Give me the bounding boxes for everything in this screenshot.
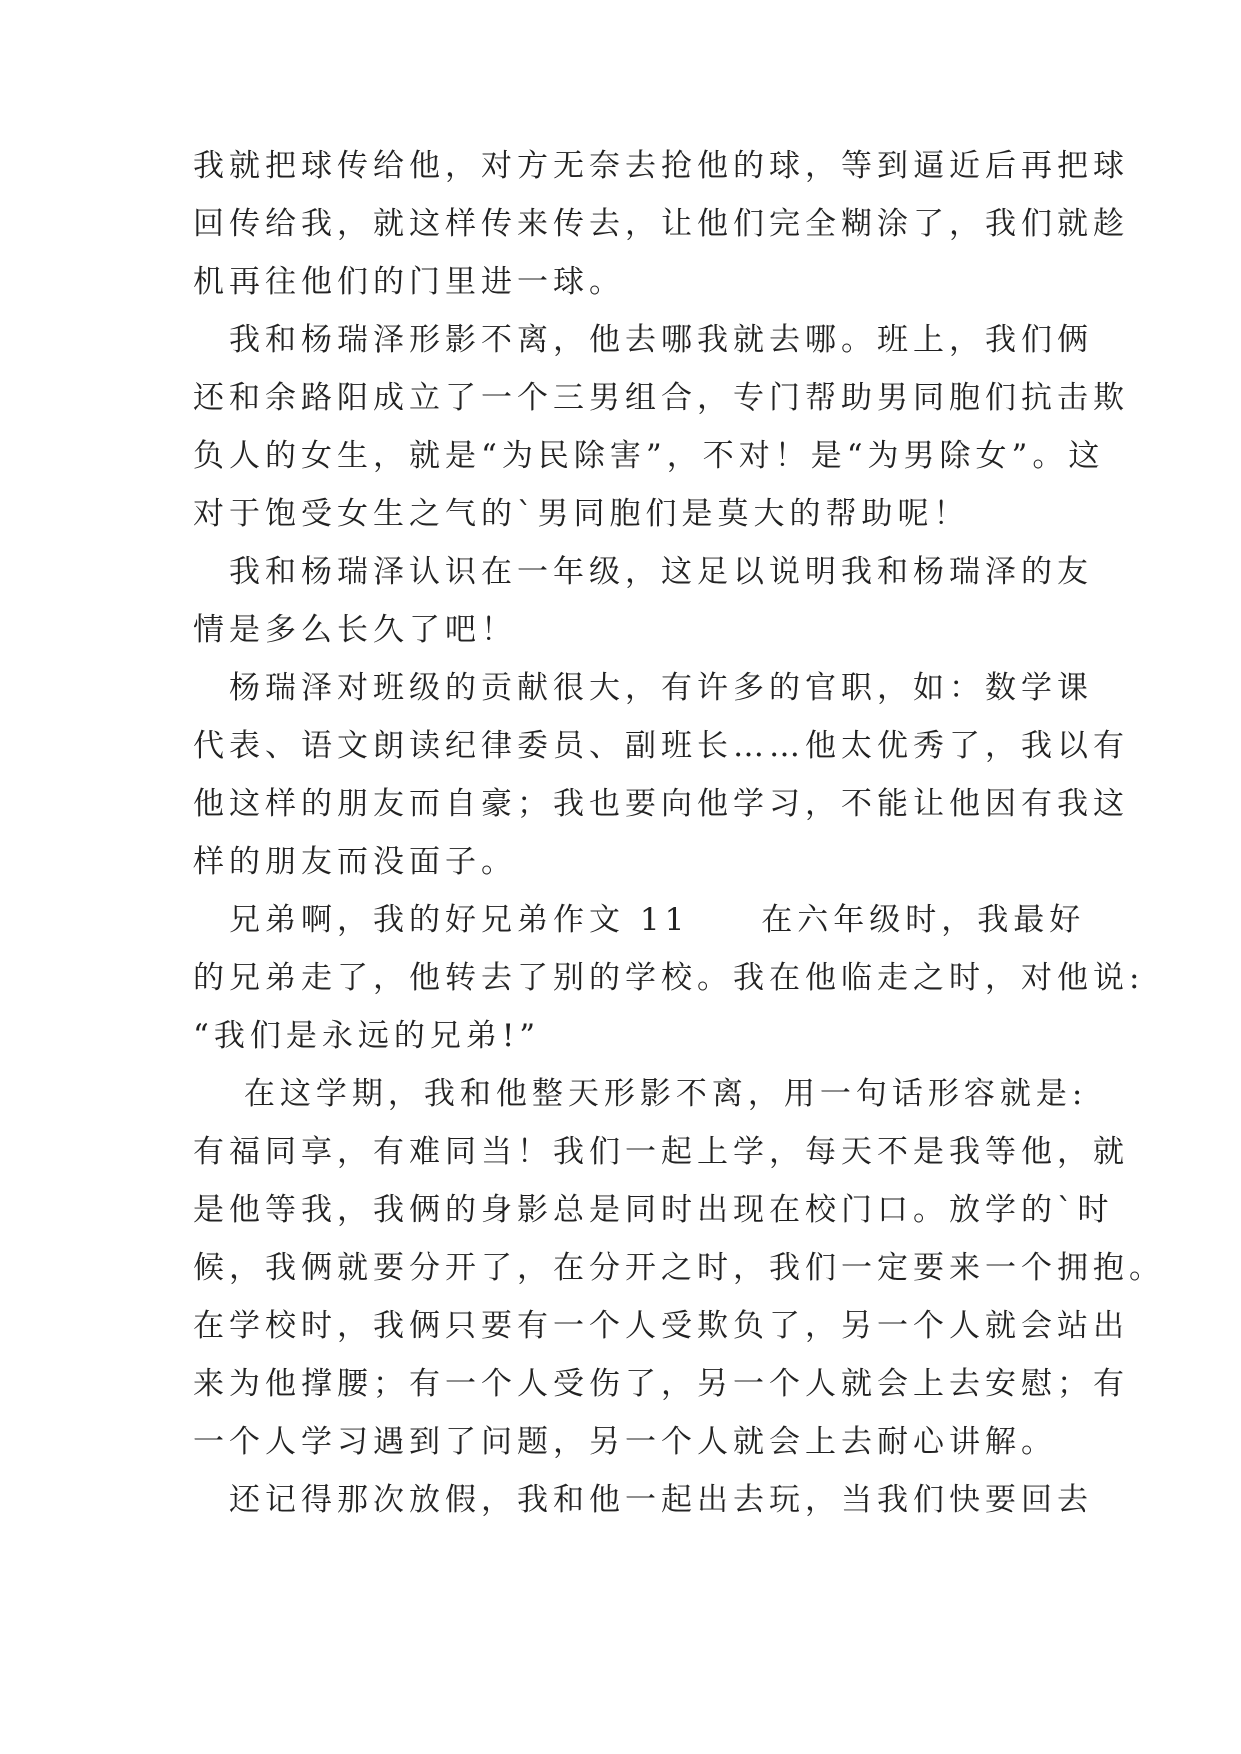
text-line: 杨瑞泽对班级的贡献很大，有许多的官职，如：数学课 [193, 670, 1093, 706]
text-line: 对于饱受女生之气的`男同胞们是莫大的帮助呢！ [193, 496, 970, 532]
text-line: 回传给我，就这样传来传去，让他们完全糊涂了，我们就趁 [193, 206, 1129, 242]
text-line: 还和余路阳成立了一个三男组合，专门帮助男同胞们抗击欺 [193, 380, 1129, 416]
text-line: 情是多么长久了吧！ [193, 612, 517, 648]
text-line: 我和杨瑞泽形影不离，他去哪我就去哪。班上，我们俩 [193, 322, 1093, 358]
text-line: 在学校时，我俩只要有一个人受欺负了，另一个人就会站出 [193, 1308, 1129, 1344]
text-line: 负人的女生，就是“为民除害”，不对！是“为男除女”。这 [193, 438, 1105, 474]
text-line: 代表、语文朗读纪律委员、副班长……他太优秀了，我以有 [193, 728, 1129, 764]
text-line: 候，我俩就要分开了，在分开之时，我们一定要来一个拥抱。 [193, 1250, 1165, 1286]
text-line: 来为他撑腰；有一个人受伤了，另一个人就会上去安慰；有 [193, 1366, 1129, 1402]
text-line: 还记得那次放假，我和他一起出去玩，当我们快要回去 [193, 1482, 1093, 1518]
text-line: 在这学期，我和他整天形影不离，用一句话形容就是: [193, 1076, 1088, 1112]
text-line: “我们是永远的兄弟!” [193, 1018, 541, 1054]
text-line: 样的朋友而没面子。 [193, 844, 517, 880]
text-line: 一个人学习遇到了问题，另一个人就会上去耐心讲解。 [193, 1424, 1057, 1460]
text-line: 我就把球传给他，对方无奈去抢他的球，等到逼近后再把球 [193, 148, 1129, 184]
text-line: 的兄弟走了，他转去了别的学校。我在他临走之时，对他说: [193, 960, 1145, 996]
text-line: 是他等我，我俩的身影总是同时出现在校门口。放学的`时 [193, 1192, 1114, 1228]
text-line: 有福同享，有难同当！我们一起上学，每天不是我等他，就 [193, 1134, 1129, 1170]
text-line: 兄弟啊，我的好兄弟作文 11 在六年级时，我最好 [193, 902, 1086, 938]
text-line: 他这样的朋友而自豪；我也要向他学习，不能让他因有我这 [193, 786, 1129, 822]
text-line: 机再往他们的门里进一球。 [193, 264, 625, 300]
text-line: 我和杨瑞泽认识在一年级，这足以说明我和杨瑞泽的友 [193, 554, 1093, 590]
